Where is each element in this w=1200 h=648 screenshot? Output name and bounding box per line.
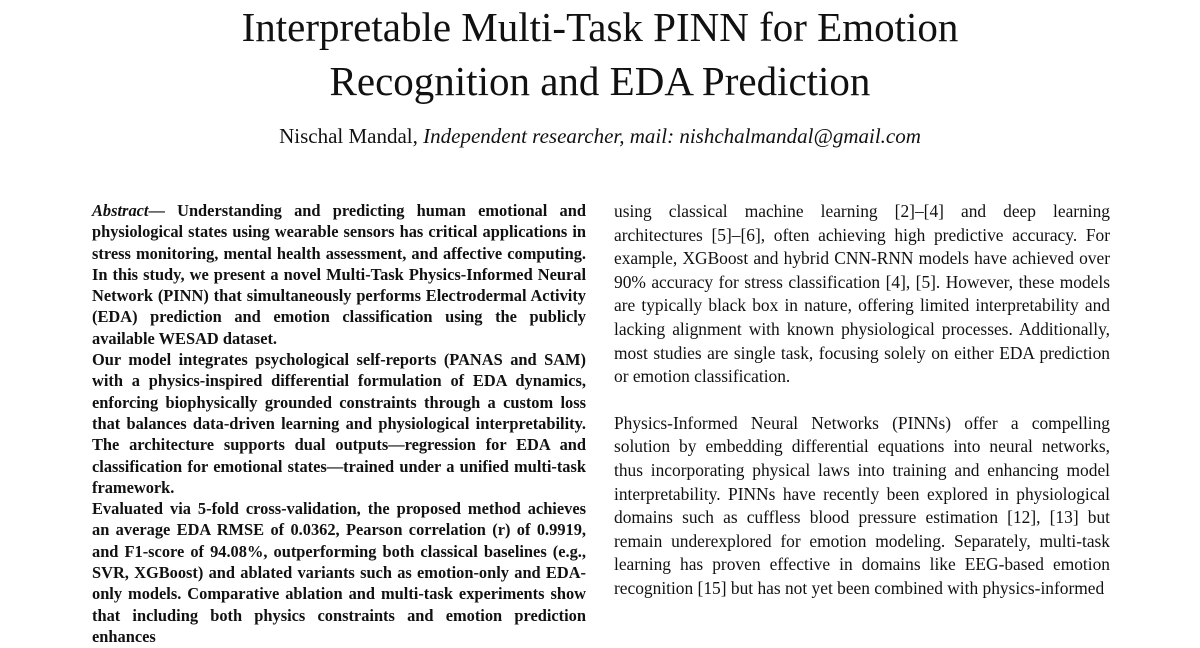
author-line <box>0 122 1200 150</box>
abstract-paragraph-3: Evaluated via 5-fold cross-validation, the proposed method achieves an average EDA RMSE of 0.0362, Pearson correlation (r) of 0.9919, and F1-score of 94.08%, outperforming both classical baselines (e.g., SVR, XGBoost) and ablated variants such as emotion-only and EDA-only models. Comparative ablation and multi-task experiments show that including both physics constraints and emotion prediction enhances <box>92 499 586 646</box>
body-column <box>614 200 1110 601</box>
body-paragraph-2: Physics-Informed Neural Networks (PINNs) offer a compelling solution by embedding differential equations into neural networks, thus incorporating physical laws into training and enhancing model interpretability. PINNs have recently been explored in physiological domains such as cuffless blood pressure estimation [12], [13] but remain underexplored for emotion modeling. Separately, multi-task learning has proven effective in domains like EEG-based emotion recognition [15] but has not yet been combined with physics-informed <box>614 412 1110 598</box>
abstract-paragraph-1 <box>92 200 586 349</box>
abstract-column <box>92 200 586 647</box>
abstract-dash: — <box>148 201 178 220</box>
paper-title <box>0 0 1200 108</box>
abstract-text-1: Understanding and predicting human emotional and physiological states using wearable sensors has critical applications in stress monitoring, mental health assessment, and affective computing. In this study, we present a novel Multi-Task Physics-Informed Neural Network (PINN) that simultaneously performs Electrodermal Activity (EDA) prediction and emotion classification using the publicly available WESAD dataset. <box>92 201 586 348</box>
body-paragraph-1: using classical machine learning [2]–[4] and deep learning architectures [5]–[6], often achieving high predictive accuracy. For example, XGBoost and hybrid CNN-RNN models have achieved over 90% accuracy for stress classification [4], [5]. However, these models are typically black box in nature, offering limited interpretability and lacking alignment with known physiological processes. Additionally, most studies are single task, focusing solely on either EDA prediction or emotion classification. <box>614 201 1110 387</box>
abstract-label: Abstract <box>92 201 149 220</box>
abstract-paragraph-2: Our model integrates psychological self-reports (PANAS and SAM) with a physics-inspired differential formulation of EDA dynamics, enforcing biophysically grounded constraints through a custom loss that balances data-driven learning and physiological interpretability. The architecture supports dual outputs—regression for EDA and classification for emotional states—trained under a unified multi-task framework. <box>92 350 586 497</box>
title-line-2: Recognition and EDA Prediction <box>329 58 871 104</box>
author-name: Nischal Mandal, <box>279 124 424 148</box>
title-line-1: Interpretable Multi-Task PINN for Emotion <box>241 4 959 50</box>
author-affiliation: Independent researcher, mail: nishchalmandal@gmail.com <box>423 124 921 148</box>
